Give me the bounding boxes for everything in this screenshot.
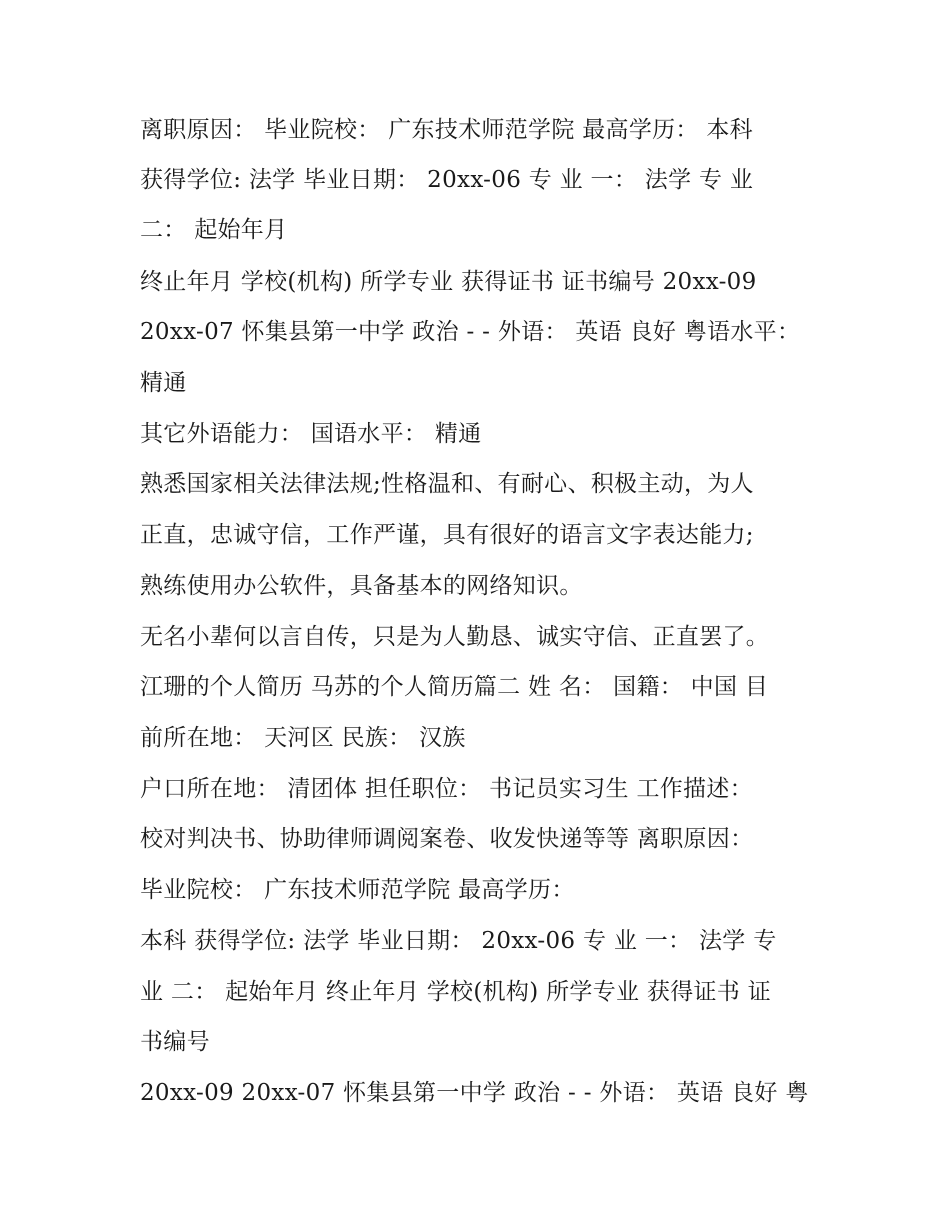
text-line: 前所在地： 天河区 民族： 汉族 (140, 725, 466, 751)
text-line: 精通 (140, 370, 187, 396)
text-line: 20xx-09 20xx-07 怀集县第一中学 政治 - - 外语： 英语 良好 粤 (140, 1080, 809, 1106)
text-line: 本科 获得学位: 法学 毕业日期： 20xx-06 专 业 一： 法学 专 (140, 928, 777, 954)
text-line: 离职原因： 毕业院校： 广东技术师范学院 最高学历： 本科 (140, 117, 753, 143)
text-line: 其它外语能力： 国语水平： 精通 (140, 421, 482, 447)
text-line: 二： 起始年月 (140, 217, 288, 243)
text-line: 业 二： 起始年月 终止年月 学校(机构) 所学专业 获得证书 证 (140, 979, 772, 1005)
text-line: 终止年月 学校(机构) 所学专业 获得证书 证书编号 20xx-09 (140, 269, 757, 295)
text-line: 熟练使用办公软件，具备基本的网络知识。 (140, 573, 583, 599)
text-line: 无名小辈何以言自传，只是为人勤恳、诚实守信、正直罢了。 (140, 624, 770, 650)
text-line: 毕业院校： 广东技术师范学院 最高学历： (140, 877, 575, 903)
text-line: 获得学位: 法学 毕业日期： 20xx-06 专 业 一： 法学 专 业 (140, 167, 754, 193)
text-line: 校对判决书、协助律师调阅案卷、收发快递等等 离职原因： (140, 826, 754, 852)
text-line: 熟悉国家相关法律法规;性格温和、有耐心、积极主动，为人 (140, 471, 754, 497)
text-line: 书编号 (140, 1029, 210, 1055)
text-line: 江珊的个人简历 马苏的个人简历篇二 姓 名： 国籍： 中国 目 (140, 674, 769, 700)
text-line: 户口所在地： 清团体 担任职位： 书记员实习生 工作描述： (140, 776, 753, 802)
text-line: 20xx-07 怀集县第一中学 政治 - - 外语： 英语 良好 粤语水平： (140, 319, 801, 345)
text-line: 正直，忠诚守信，工作严谨，具有很好的语言文字表达能力; (140, 522, 754, 548)
